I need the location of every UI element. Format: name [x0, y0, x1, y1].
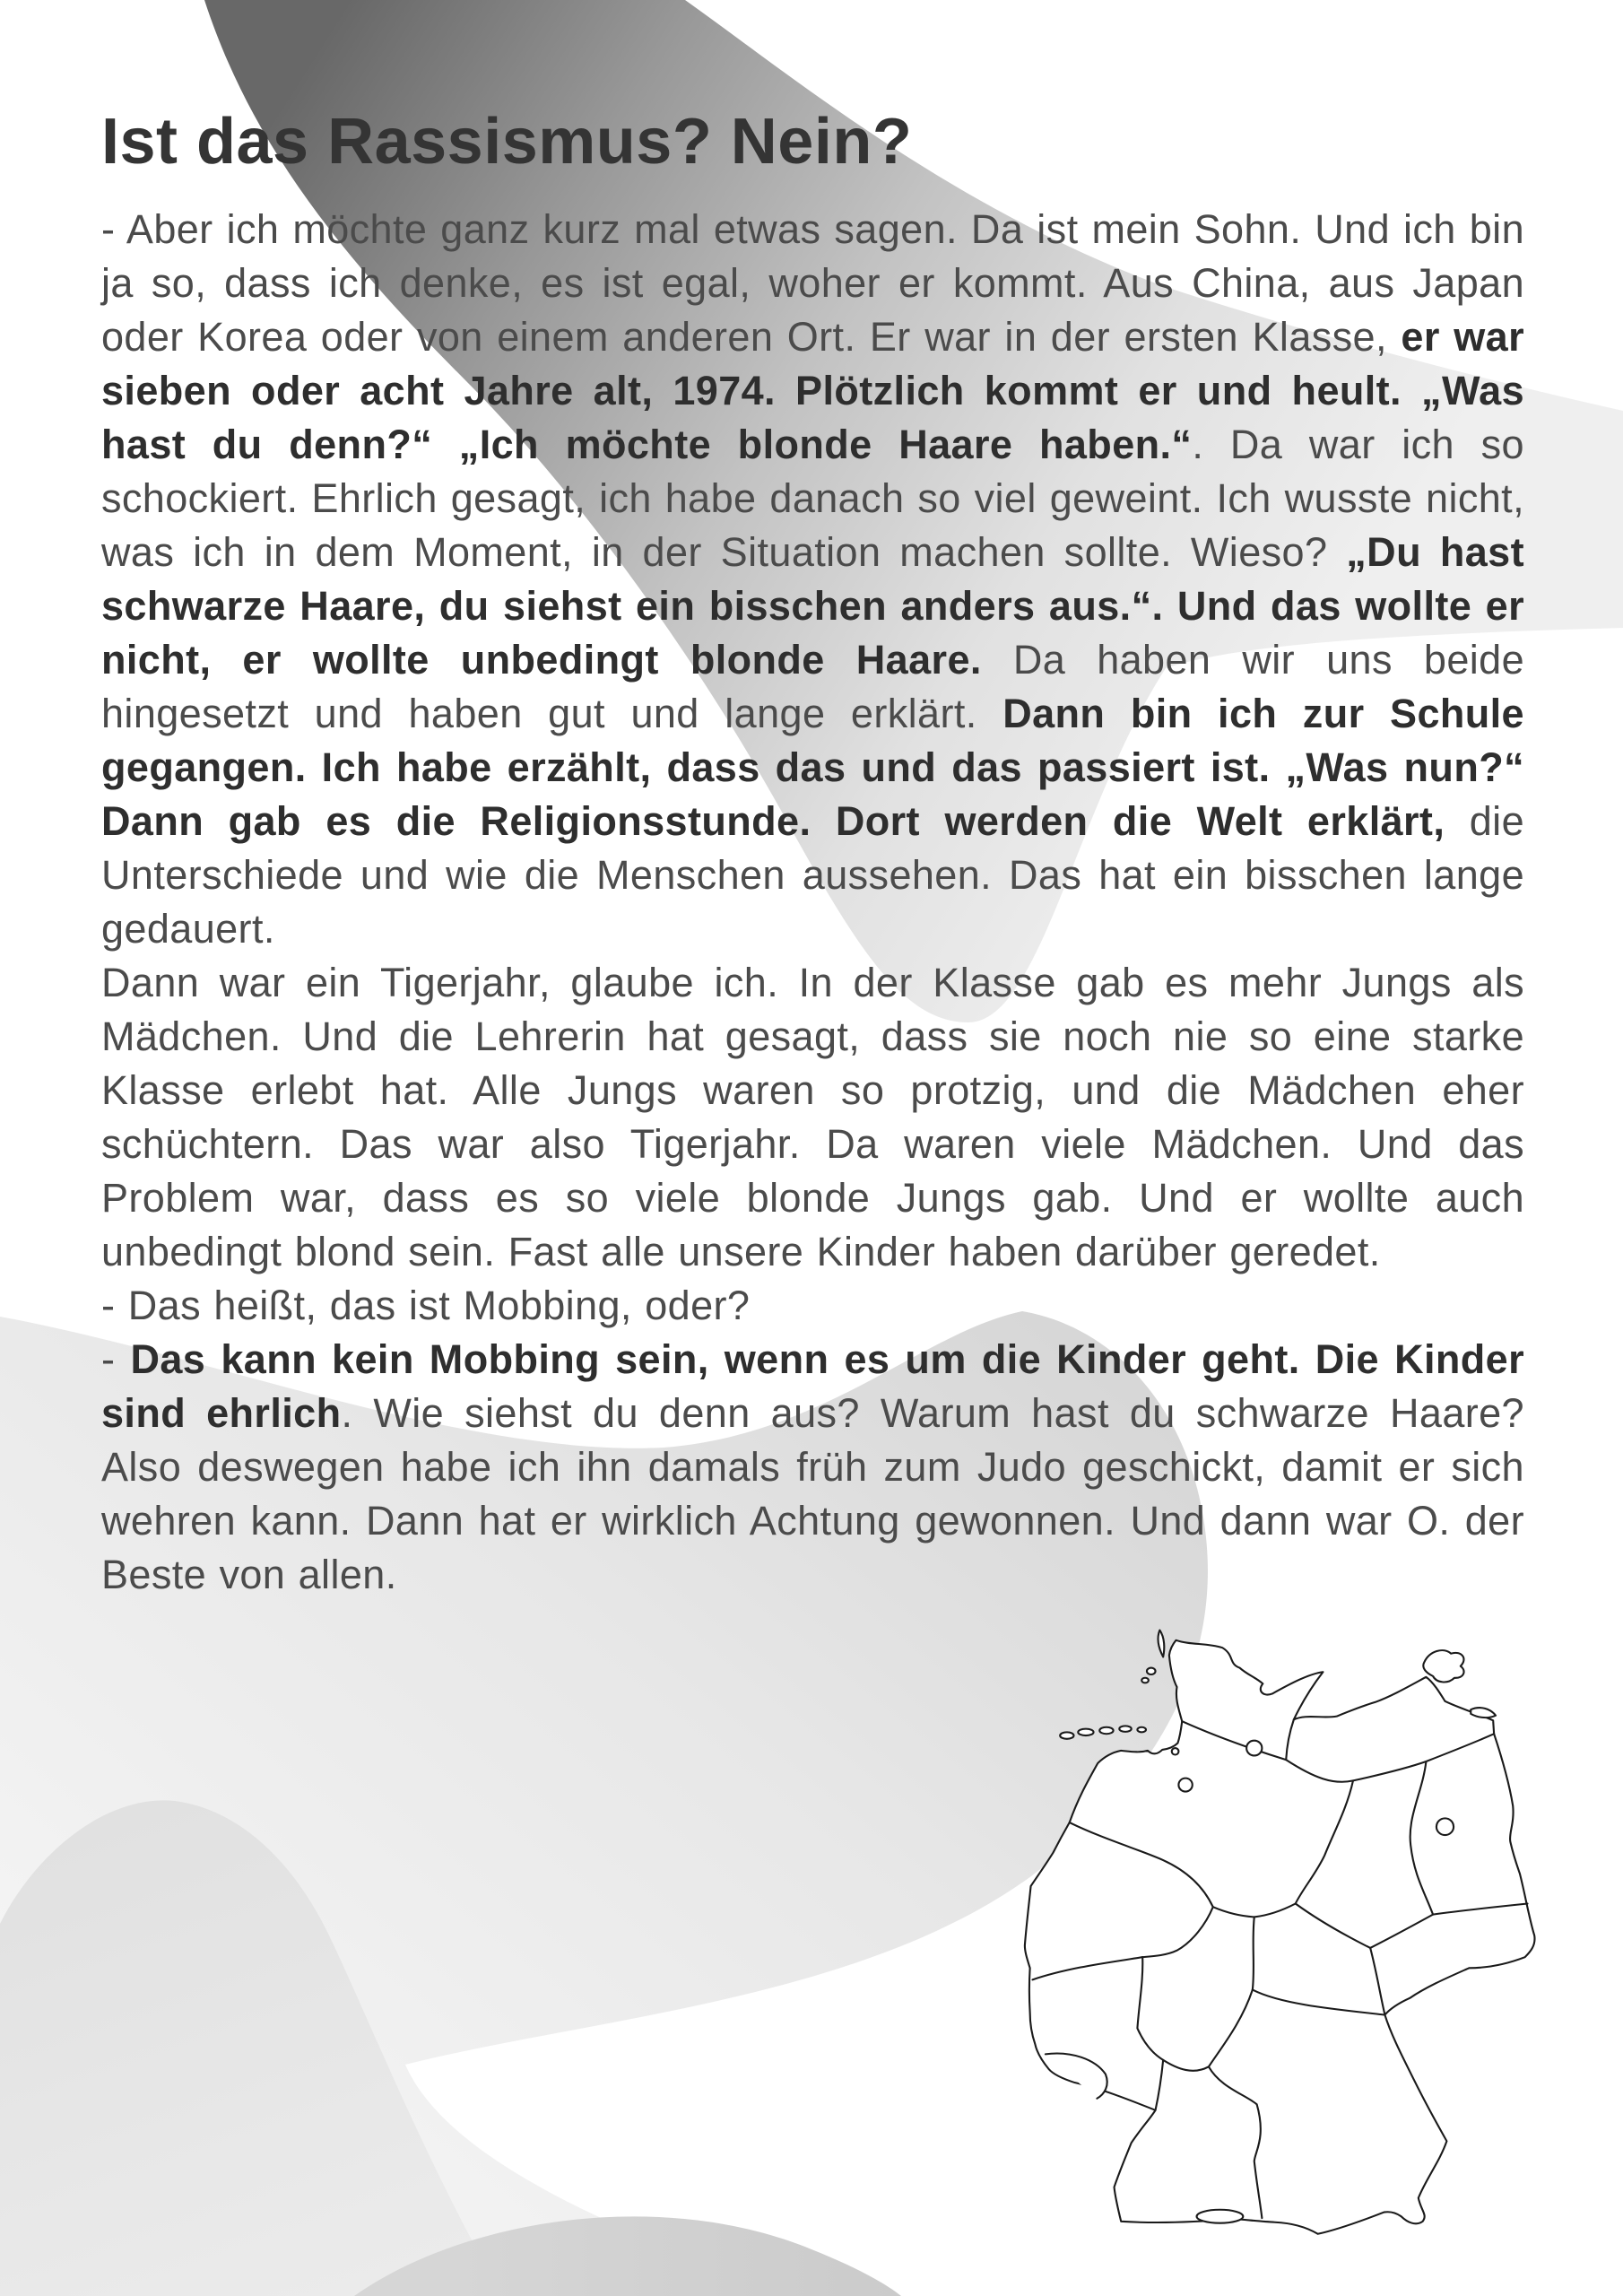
lake-constance — [1197, 2210, 1244, 2223]
island-amrum — [1141, 1678, 1149, 1683]
island-usedom — [1471, 1708, 1496, 1718]
island-sylt — [1159, 1631, 1165, 1657]
border-hessen-thueringen — [1253, 1917, 1254, 1989]
island-foehr — [1147, 1668, 1156, 1674]
island-east-frisian-5 — [1137, 1727, 1146, 1733]
paragraph-answer-2: - Das kann kein Mobbing sein, wenn es um die Kinder geht. Die Kinder sind ehrlich. Wie siehst du denn aus? Warum hast du schwarze Haare? Also deswegen habe ich ihn damals früh zum Judo geschickt, damit er sich wehren kann. Dann hat er wirklich Achtung gewonnen. Und dann war O. der Beste von allen. — [101, 1336, 1524, 1597]
island-east-frisian-1 — [1060, 1732, 1073, 1738]
border-bremen — [1178, 1779, 1192, 1792]
border-berlin — [1436, 1818, 1454, 1835]
island-east-frisian-2 — [1078, 1729, 1093, 1735]
germany-map — [1022, 1625, 1538, 2244]
page-title: Ist das Rassismus? Nein? — [101, 106, 913, 178]
border-bremerhaven — [1172, 1748, 1179, 1754]
island-ruegen — [1423, 1650, 1463, 1682]
article-body — [101, 203, 1524, 1602]
island-east-frisian-3 — [1099, 1727, 1113, 1734]
paragraph-question: - Das heißt, das ist Mobbing, oder? — [101, 1283, 751, 1328]
border-hamburg — [1246, 1741, 1262, 1756]
article — [101, 106, 1524, 1602]
island-east-frisian-4 — [1119, 1726, 1131, 1732]
paragraph-answer-1-continued: Dann war ein Tigerjahr, glaube ich. In der Klasse gab es mehr Jungs als Mädchen. Und die Lehrerin hat gesagt, dass sie noch nie so eine starke Klasse erlebt hat. Alle Jungs waren so protzig, und die Mädchen eher schüchtern. Das war also Tigerjahr. Da waren viele Mädchen. Und das Problem war, dass es so viele blonde Jungs gab. Und er wollte auch unbedingt blond sein. Fast alle unsere Kinder haben darüber geredet. — [101, 960, 1524, 1274]
paragraph-answer-1: - Aber ich möchte ganz kurz mal etwas sagen. Da ist mein Sohn. Und ich bin ja so, dass ich denke, es ist egal, woher er kommt. Aus China, aus Japan oder Korea oder von einem anderen Ort. Er war in der ersten Klasse, er war sieben oder acht Jahre alt, 1974. Plötzlich kommt er und heult. „Was hast du denn?“ „Ich möchte blonde Haare haben.“. Da war ich so schockiert. Ehrlich gesagt, ich habe danach so viel geweint. Ich wusste nicht, was ich in dem Moment, in der Situation machen sollte. Wieso? „Du hast schwarze Haare, du siehst ein bisschen anders aus.“. Und das wollte er nicht, er wollte unbedingt blonde Haare. Da haben wir uns beide hingesetzt und haben gut und lange erklärt. Dann bin ich zur Schule gegangen. Ich habe erzählt, dass das und das passiert ist. „Was nun?“ Dann gab es die Religionsstunde. Dort werden die Welt erklärt, die Unterschiede und wie die Menschen aussehen. Das hat ein bisschen lange gedauert. — [101, 206, 1524, 952]
